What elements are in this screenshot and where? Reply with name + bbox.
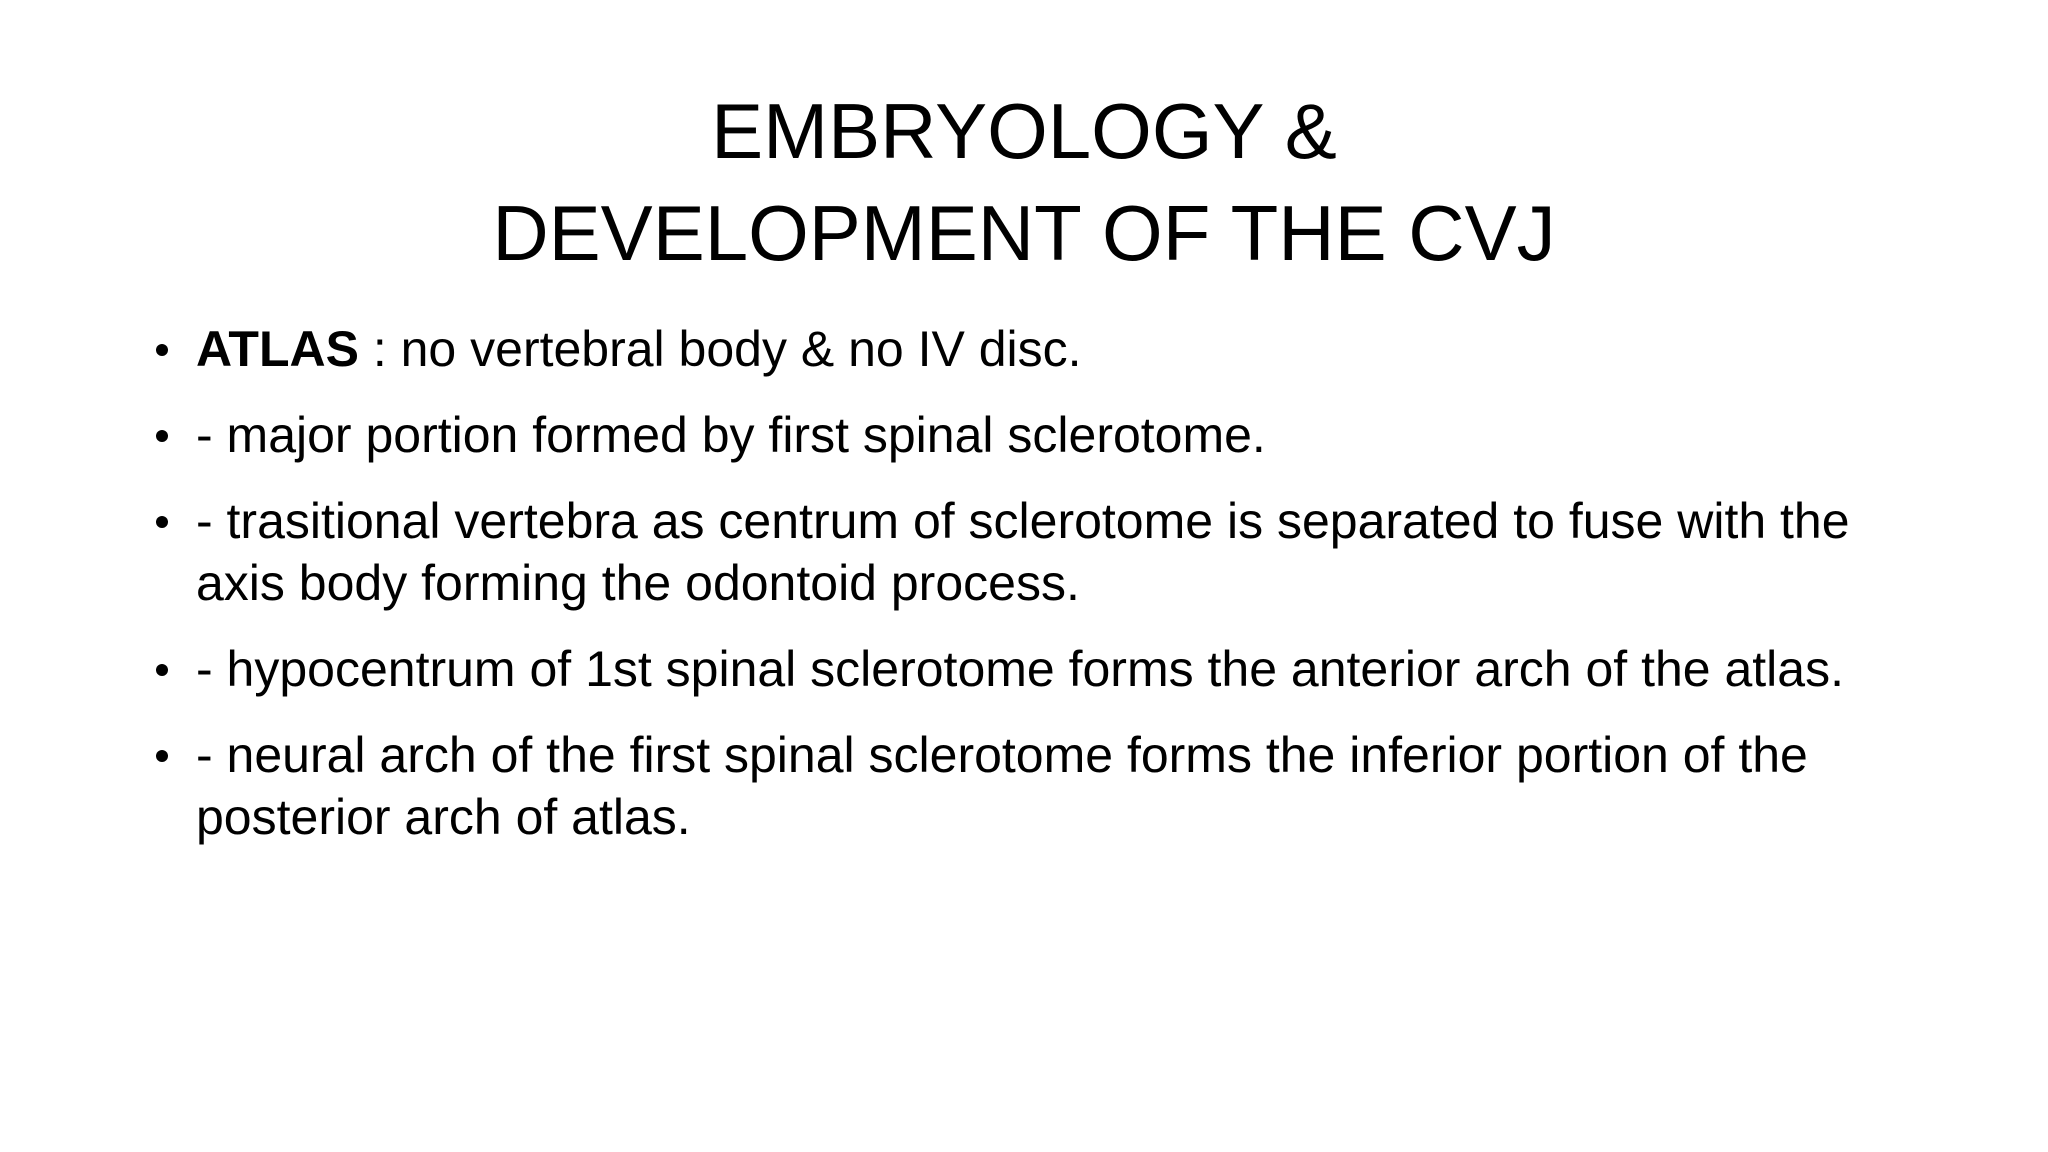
bullet-text: - neural arch of the first spinal sclerotome forms the inferior portion of the posterior arch of atlas. bbox=[196, 727, 1808, 845]
slide-title bbox=[0, 80, 2048, 284]
slide-title-line-1: EMBRYOLOGY & bbox=[711, 87, 1337, 175]
bullet-text: - major portion formed by first spinal sclerotome. bbox=[196, 407, 1266, 463]
bullet-item bbox=[150, 638, 1910, 700]
bullet-item bbox=[150, 490, 1910, 614]
bullet-text: : no vertebral body & no IV disc. bbox=[358, 321, 1082, 377]
bullet-item bbox=[150, 724, 1910, 848]
slide-title-line-2: DEVELOPMENT OF THE CVJ bbox=[492, 189, 1556, 277]
bullet-item bbox=[150, 404, 1910, 466]
bullet-text: - hypocentrum of 1st spinal sclerotome forms the anterior arch of the atlas. bbox=[196, 641, 1844, 697]
bullet-text: - trasitional vertebra as centrum of sclerotome is separated to fuse with the axis body forming the odontoid process. bbox=[196, 493, 1850, 611]
bullet-item bbox=[150, 318, 1910, 380]
bullet-list bbox=[150, 318, 1910, 872]
bullet-bold-term: ATLAS bbox=[196, 321, 359, 377]
